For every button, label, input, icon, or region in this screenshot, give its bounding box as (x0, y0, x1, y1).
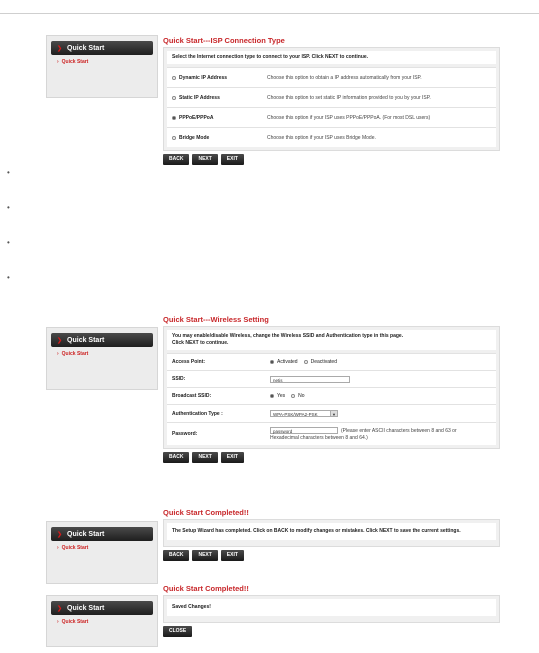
completed-panel (46, 507, 500, 573)
back-button[interactable]: BACK (163, 550, 189, 561)
chevron-right-icon: › (57, 59, 59, 65)
bullet: • (7, 238, 10, 247)
password-input[interactable]: password (270, 427, 338, 434)
chevron-right-icon: ❯ (57, 45, 63, 52)
next-button[interactable]: NEXT (192, 154, 217, 165)
saved-message: Saved Changes! (167, 599, 496, 616)
sidebar (46, 35, 158, 98)
chevron-right-icon: › (57, 351, 59, 357)
intro-text: You may enable/disable Wireless, change the Wireless SSID and Authentication type in this page. Click NEXT to continue. (167, 330, 496, 350)
radio-bridge[interactable] (172, 136, 176, 140)
broadcast-ssid-row: Broadcast SSID: Yes No (167, 387, 496, 404)
instruction-text: Select the Internet connection type to connect to your ISP. Click NEXT to continue. (167, 51, 496, 64)
page-title: Quick Start---ISP Connection Type (163, 36, 285, 45)
radio-ap-activated[interactable] (270, 360, 274, 364)
back-button[interactable]: BACK (163, 452, 189, 463)
sidebar-item-quick-start[interactable]: › Quick Start (57, 351, 89, 357)
next-button[interactable]: NEXT (192, 452, 217, 463)
ssid-input[interactable]: netis (270, 376, 350, 383)
back-button[interactable]: BACK (163, 154, 189, 165)
auth-type-row: Authentication Type : WPA-PSK/WPA2-PSK ▼ (167, 404, 496, 422)
radio-static-ip[interactable] (172, 96, 176, 100)
sidebar-item-quick-start[interactable]: › Quick Start (57, 545, 89, 551)
sidebar (46, 327, 158, 390)
option-row[interactable]: Static IP Address Choose this option to set static IP information provided to you by your ISP. (167, 87, 496, 107)
sidebar-quick-start-header[interactable]: ❯ Quick Start (51, 601, 153, 615)
sidebar-item-quick-start[interactable]: › Quick Start (57, 59, 89, 65)
radio-dynamic-ip[interactable] (172, 76, 176, 80)
sidebar-item-quick-start[interactable]: › Quick Start (57, 619, 89, 625)
exit-button[interactable]: EXIT (221, 452, 244, 463)
chevron-right-icon: ❯ (57, 531, 63, 538)
sidebar-quick-start-header[interactable]: ❯ Quick Start (51, 41, 153, 55)
sidebar-quick-start-header[interactable]: ❯ Quick Start (51, 333, 153, 347)
sidebar (46, 595, 158, 647)
radio-broadcast-yes[interactable] (270, 394, 274, 398)
chevron-right-icon: ❯ (57, 337, 63, 344)
ssid-row: SSID: netis (167, 370, 496, 387)
close-button[interactable]: CLOSE (163, 626, 192, 637)
wireless-panel (46, 314, 500, 460)
sidebar-quick-start-header[interactable]: ❯ Quick Start (51, 527, 153, 541)
radio-pppoe[interactable] (172, 116, 176, 120)
page-title: Quick Start---Wireless Setting (163, 315, 269, 324)
option-row[interactable]: Bridge Mode Choose this option if your ISP uses Bridge Mode. (167, 127, 496, 147)
saved-panel (46, 583, 500, 643)
radio-broadcast-no[interactable] (291, 394, 295, 398)
bullet: • (7, 273, 10, 282)
exit-button[interactable]: EXIT (221, 550, 244, 561)
sidebar (46, 521, 158, 584)
chevron-right-icon: › (57, 545, 59, 551)
access-point-row: Access Point: Activated Deactivated (167, 353, 496, 370)
top-divider (0, 13, 539, 14)
password-row: Password: password (Please enter ASCII characters between 8 and 63 or Hexadecimal characters between 8 and 64.) (167, 422, 496, 445)
chevron-right-icon: › (57, 619, 59, 625)
exit-button[interactable]: EXIT (221, 154, 244, 165)
bullet: • (7, 203, 10, 212)
completed-message: The Setup Wizard has completed. Click on BACK to modify changes or mistakes. Click NEXT to save the current settings. (167, 523, 496, 540)
option-row[interactable]: Dynamic IP Address Choose this option to obtain a IP address automatically from your ISP. (167, 67, 496, 87)
option-row[interactable]: PPPoE/PPPoA Choose this option if your ISP uses PPPoE/PPPoA. (For most DSL users) (167, 107, 496, 127)
chevron-right-icon: ❯ (57, 605, 63, 612)
auth-type-select[interactable]: WPA-PSK/WPA2-PSK ▼ (270, 410, 338, 417)
next-button[interactable]: NEXT (192, 550, 217, 561)
radio-ap-deactivated[interactable] (304, 360, 308, 364)
bullet: • (7, 168, 10, 177)
isp-panel (46, 35, 500, 161)
chevron-down-icon: ▼ (330, 411, 337, 416)
page-title: Quick Start Completed!! (163, 508, 249, 517)
page-title: Quick Start Completed!! (163, 584, 249, 593)
